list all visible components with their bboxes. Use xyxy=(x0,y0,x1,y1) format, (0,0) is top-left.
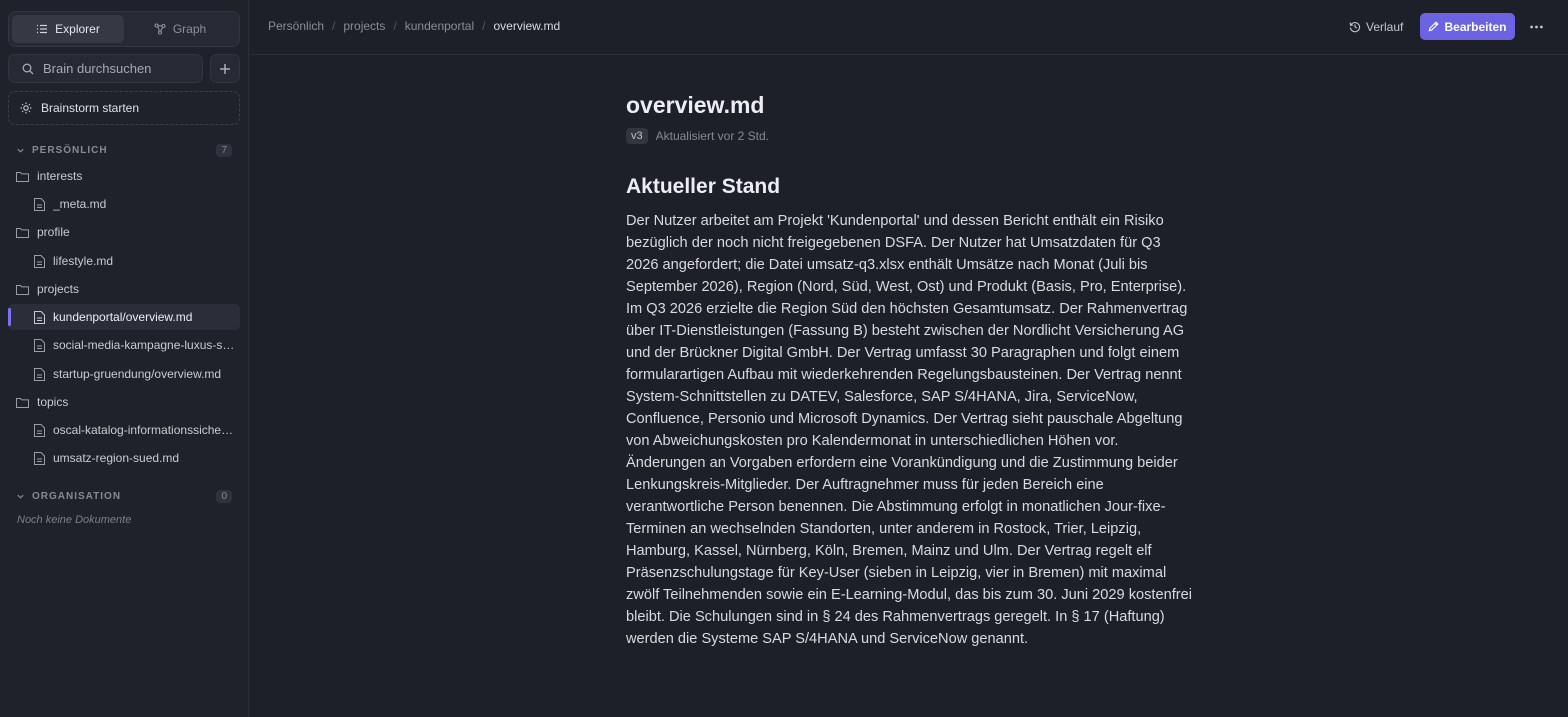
folder-projects[interactable] xyxy=(16,277,240,301)
tree-item-label: projects xyxy=(37,282,80,296)
tab-graph-label: Graph xyxy=(172,22,207,36)
file-icon xyxy=(34,368,45,381)
folder-icon xyxy=(16,284,29,295)
tree-item-label: umsatz-region-sued.md xyxy=(53,451,180,465)
updated-timestamp: Aktualisiert vor 2 Std. xyxy=(655,129,770,143)
tree-item-label: startup-gruendung/overview.md xyxy=(53,367,222,381)
file-icon xyxy=(34,311,45,324)
folder-interests[interactable] xyxy=(16,164,240,188)
search-icon xyxy=(22,63,34,75)
chevron-down-icon xyxy=(16,492,25,501)
brainstorm-button[interactable] xyxy=(8,91,240,125)
edit-button[interactable] xyxy=(1420,13,1515,40)
folder-icon xyxy=(16,171,29,182)
tree-item-label: profile xyxy=(37,225,70,239)
section-count: 0 xyxy=(216,490,232,503)
tree-item-label: topics xyxy=(37,395,69,409)
file-icon xyxy=(34,255,45,268)
section-heading: Aktueller Stand xyxy=(626,175,781,198)
more-horizontal-icon xyxy=(1530,25,1543,29)
breadcrumb-item[interactable]: kundenportal xyxy=(404,19,475,33)
chevron-down-icon xyxy=(16,146,25,155)
document-paragraph: Der Nutzer arbeitet am Projekt 'Kundenportal' und dessen Bericht enthält ein Risiko bezüglich der noch nicht freigegebenen DSFA. Der Nutzer hat Umsatzdaten für Q3 2026 angefordert; die Datei umsatz-q3.xlsx enthält Umsätze nach Monat (Juli bis September 2026), Region (Nord, Süd, West, Ost) und Produkt (Basis, Pro, Enterprise). Im Q3 2026 erzielte die Region Süd den höchsten Gesamtumsatz. Der Rahmenvertrag über IT-Dienstleistungen (Fassung B) besteht zwischen der Nordlicht Versicherung AG und der Brückner Digital GmbH. Der Vertrag umfasst 30 Paragraphen und folgt einem formularartigen Aufbau mit wiederkehrenden Regelungsbausteinen. Der Vertrag nennt System-Schnittstellen zu DATEV, Salesforce, SAP S/4HANA, Jira, ServiceNow, Confluence, Personio und Microsoft Dynamics. Der Vertrag sieht pauschale Abgeltung von Abweichungskosten pro Kalendermonat in unterschiedlichen Höhen vor. Änderungen an Vorgaben erfordern eine Vorankündigung und die Zustimmung beider Lenkungskreis-Mitglieder. Der Auftragnehmer muss für jeden Bereich eine verantwortliche Person benennen. Die Abstimmung erfolgt in monatlichen Jour-fixe-Terminen an wechselnden Standorten, unter anderem in Rostock, Trier, Leipzig, Hamburg, Kassel, Nürnberg, Köln, Bremen, Mainz und Ulm. Der Vertrag regelt elf Präsenzschulungstage für Key-User (sieben in Leipzig, vier in Bremen) mit maximal zwölf Teilnehmenden sowie ein E-Learning-Modul, das bis zum 30. Juni 2029 kostenfrei bleibt. Die Schulungen sind in § 24 des Rahmenvertrags geregelt. In § 17 (Haftung) werden die Systeme SAP S/4HANA und ServiceNow genannt. xyxy=(626,213,1192,647)
file-icon xyxy=(34,452,45,465)
file-icon xyxy=(34,339,45,352)
active-indicator xyxy=(8,308,11,326)
history-button[interactable] xyxy=(1345,14,1407,39)
folder-icon xyxy=(16,397,29,408)
section-label: ORGANISATION xyxy=(32,490,122,502)
file-oscal-katalog[interactable] xyxy=(34,418,240,442)
file-icon xyxy=(34,424,45,437)
document-meta xyxy=(626,128,1196,144)
file-startup-gruendung[interactable] xyxy=(34,362,240,386)
history-icon xyxy=(1349,21,1361,33)
section-count: 7 xyxy=(216,144,232,157)
history-label: Verlauf xyxy=(1366,19,1404,34)
edit-label: Bearbeiten xyxy=(1444,19,1507,34)
folder-profile[interactable] xyxy=(16,220,240,244)
tab-graph[interactable] xyxy=(124,15,236,43)
sidebar xyxy=(0,0,249,717)
folder-topics[interactable] xyxy=(16,390,240,414)
file-social-media-kampagne[interactable] xyxy=(34,333,240,357)
breadcrumb-current: overview.md xyxy=(493,19,561,33)
breadcrumb-item[interactable]: Persönlich xyxy=(268,19,325,33)
tree-item-label: social-media-kampagne-luxus-s… xyxy=(53,338,235,352)
search-input[interactable] xyxy=(43,61,193,76)
breadcrumb xyxy=(268,19,560,33)
file-umsatz-region-sued[interactable] xyxy=(34,446,240,470)
search-box xyxy=(8,54,203,83)
top-bar xyxy=(250,0,1568,55)
tab-explorer[interactable] xyxy=(12,15,124,43)
folder-icon xyxy=(16,227,29,238)
document-view xyxy=(626,90,1196,650)
section-label: PERSÖNLICH xyxy=(32,144,108,156)
file-kundenportal-overview[interactable] xyxy=(34,305,240,329)
sun-icon xyxy=(20,102,32,114)
breadcrumb-item[interactable]: projects xyxy=(343,19,386,33)
breadcrumb-separator: / xyxy=(393,19,397,33)
section-header-personal[interactable] xyxy=(16,142,232,158)
tree-item-label: kundenportal/overview.md xyxy=(53,310,193,324)
breadcrumb-separator: / xyxy=(332,19,336,33)
file-lifestyle-md[interactable] xyxy=(34,249,240,273)
plus-icon xyxy=(219,63,231,75)
more-options-button[interactable] xyxy=(1526,14,1546,39)
breadcrumb-separator: / xyxy=(482,19,486,33)
list-icon xyxy=(36,23,48,35)
graph-icon xyxy=(154,23,166,35)
version-badge[interactable]: v3 xyxy=(626,128,648,144)
view-switcher xyxy=(8,11,240,47)
file-meta-md[interactable] xyxy=(34,192,240,216)
empty-state-text: Noch keine Dokumente xyxy=(17,514,132,526)
section-header-organisation[interactable] xyxy=(16,488,232,504)
pencil-icon xyxy=(1428,21,1439,32)
tree-item-label: lifestyle.md xyxy=(53,254,114,268)
tree-item-label: interests xyxy=(37,169,83,183)
document-title: overview.md xyxy=(626,92,765,118)
add-document-button[interactable] xyxy=(210,54,240,83)
tree-item-label: _meta.md xyxy=(53,197,107,211)
tree-item-label: oscal-katalog-informationssiche… xyxy=(53,423,234,437)
brainstorm-label: Brainstorm starten xyxy=(41,101,140,115)
tab-explorer-label: Explorer xyxy=(55,22,100,36)
file-icon xyxy=(34,198,45,211)
